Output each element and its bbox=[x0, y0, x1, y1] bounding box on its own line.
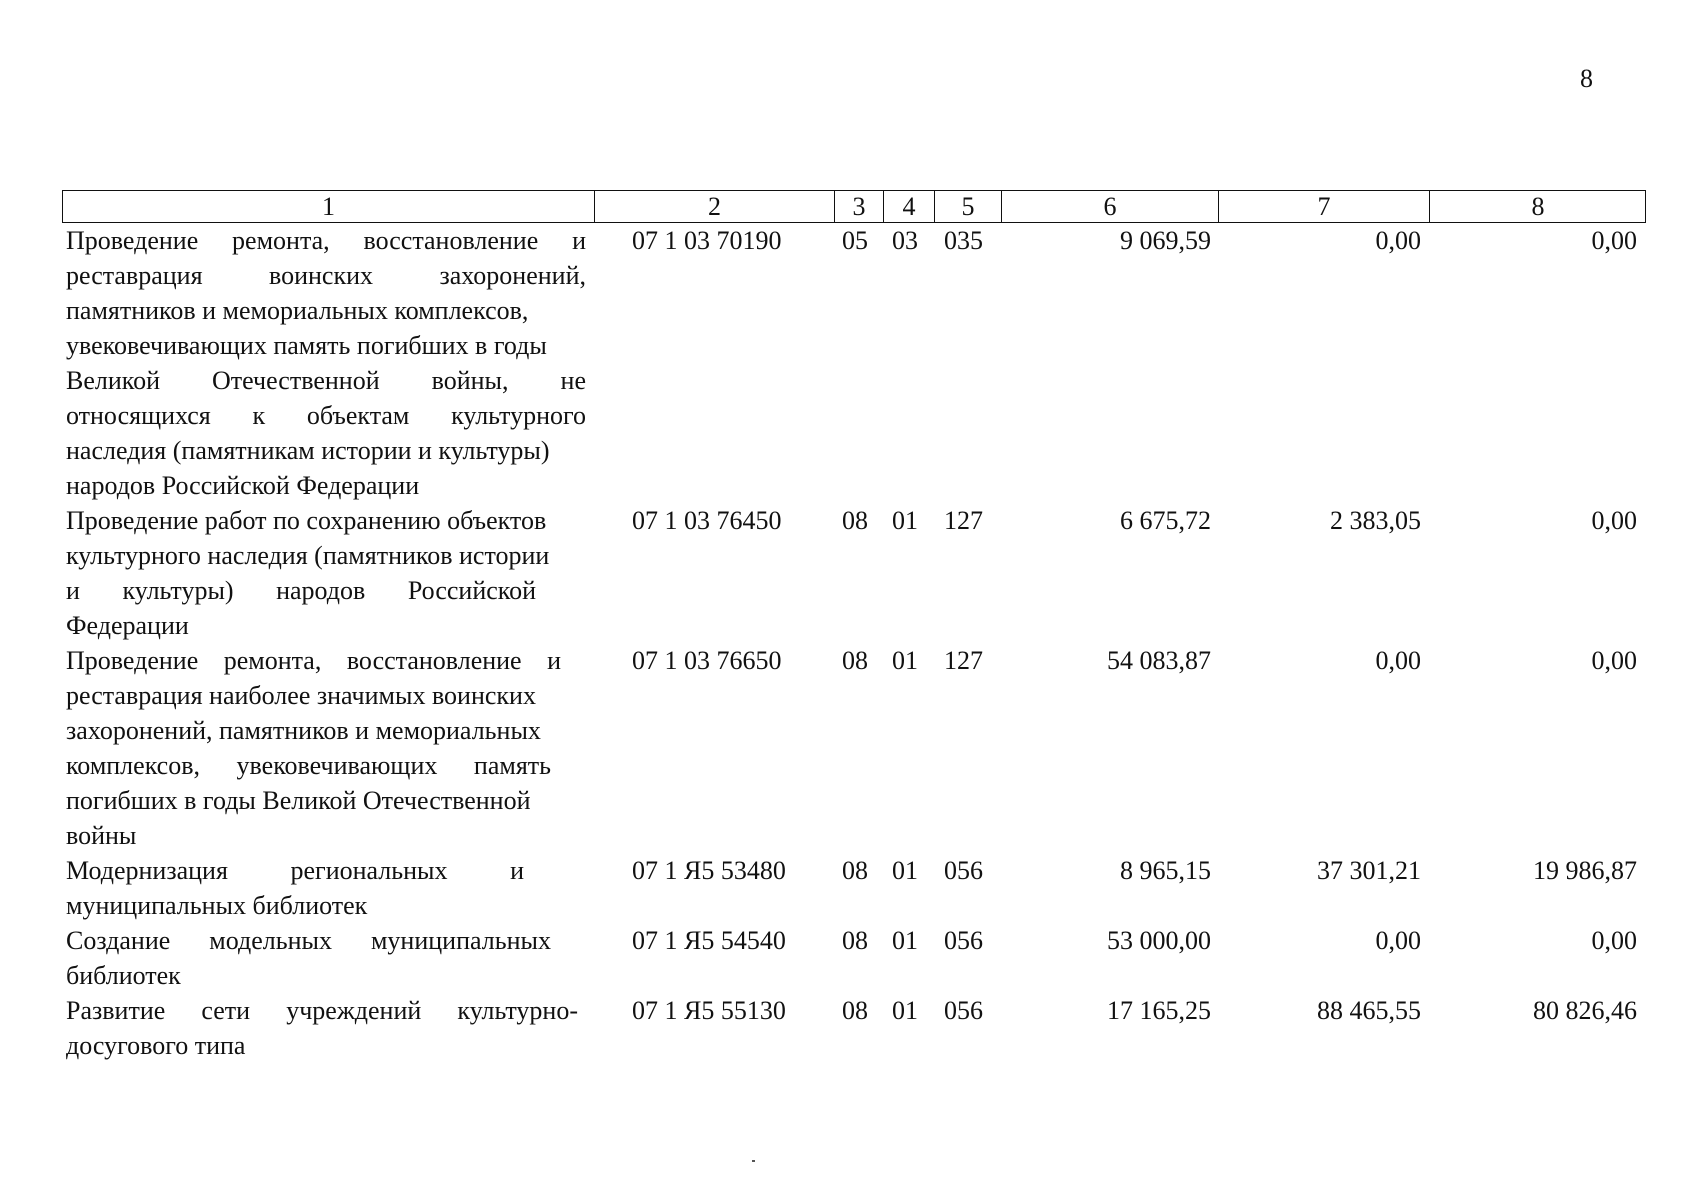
row-name-line: комплексов, увековечивающих память bbox=[66, 751, 551, 780]
row-name-line: наследия (памятникам истории и культуры) bbox=[66, 436, 550, 465]
header-cell-3: 3 bbox=[834, 191, 883, 222]
row-col8: 0,00 bbox=[1591, 506, 1637, 535]
row-col3: 08 bbox=[842, 506, 868, 535]
row-col7: 88 465,55 bbox=[1317, 996, 1421, 1025]
row-name-line: и культуры) народов Российской bbox=[66, 576, 536, 605]
row-name-line: Федерации bbox=[66, 611, 189, 640]
row-col7: 37 301,21 bbox=[1317, 856, 1421, 885]
row-col5: 127 bbox=[944, 646, 983, 675]
header-cell-1: 1 bbox=[322, 192, 335, 221]
header-cell-4: 4 bbox=[883, 191, 934, 222]
row-col3: 08 bbox=[842, 996, 868, 1025]
row-col7: 0,00 bbox=[1375, 226, 1421, 255]
row-name-line: досугового типа bbox=[66, 1031, 246, 1060]
table-header-row bbox=[62, 190, 1646, 223]
row-col8: 19 986,87 bbox=[1533, 856, 1637, 885]
row-code: 07 1 03 76650 bbox=[632, 646, 782, 675]
scan-speck bbox=[752, 1160, 755, 1162]
row-name-line: народов Российской Федерации bbox=[66, 471, 420, 500]
row-name bbox=[66, 993, 586, 1063]
row-col5: 056 bbox=[944, 996, 983, 1025]
row-col4: 01 bbox=[892, 926, 918, 955]
row-code: 07 1 Я5 55130 bbox=[632, 996, 786, 1025]
row-col3: 08 bbox=[842, 856, 868, 885]
row-name-line: Проведение ремонта, восстановление и bbox=[66, 226, 586, 255]
row-name-line: войны bbox=[66, 821, 137, 850]
header-cell-5: 5 bbox=[934, 191, 1001, 222]
row-name-line: реставрация наиболее значимых воинских bbox=[66, 681, 536, 710]
page-number: 8 bbox=[1580, 64, 1593, 93]
row-name-line: муниципальных библиотек bbox=[66, 891, 368, 920]
row-col7: 2 383,05 bbox=[1330, 506, 1421, 535]
row-name bbox=[66, 503, 586, 643]
row-name-line: относящихся к объектам культурного bbox=[66, 401, 586, 430]
row-name-line: библиотек bbox=[66, 961, 181, 990]
row-name-line: Развитие сети учреждений культурно- bbox=[66, 996, 578, 1025]
row-col6: 6 675,72 bbox=[1120, 506, 1211, 535]
row-col4: 01 bbox=[892, 506, 918, 535]
row-code: 07 1 03 70190 bbox=[632, 226, 782, 255]
row-col4: 01 bbox=[892, 646, 918, 675]
row-col3: 08 bbox=[842, 646, 868, 675]
row-code: 07 1 03 76450 bbox=[632, 506, 782, 535]
row-name-line: увековечивающих память погибших в годы bbox=[66, 331, 547, 360]
row-name-line: погибших в годы Великой Отечественной bbox=[66, 786, 531, 815]
row-col5: 127 bbox=[944, 506, 983, 535]
row-code: 07 1 Я5 53480 bbox=[632, 856, 786, 885]
header-cell-7: 7 bbox=[1218, 191, 1429, 222]
row-col8: 0,00 bbox=[1591, 926, 1637, 955]
row-col6: 17 165,25 bbox=[1107, 996, 1211, 1025]
row-col6: 8 965,15 bbox=[1120, 856, 1211, 885]
row-col7: 0,00 bbox=[1375, 646, 1421, 675]
row-name-line: Великой Отечественной войны, не bbox=[66, 366, 586, 395]
header-cell-2: 2 bbox=[594, 191, 834, 222]
row-col6: 54 083,87 bbox=[1107, 646, 1211, 675]
row-name-line: Создание модельных муниципальных bbox=[66, 926, 551, 955]
row-name-line: культурного наследия (памятников истории bbox=[66, 541, 550, 570]
row-name bbox=[66, 923, 586, 993]
row-col8: 80 826,46 bbox=[1533, 996, 1637, 1025]
row-name bbox=[66, 643, 586, 853]
row-col5: 056 bbox=[944, 926, 983, 955]
header-cell-8: 8 bbox=[1429, 191, 1646, 222]
row-col5: 056 bbox=[944, 856, 983, 885]
row-col4: 01 bbox=[892, 996, 918, 1025]
row-name bbox=[66, 223, 586, 503]
row-code: 07 1 Я5 54540 bbox=[632, 926, 786, 955]
row-col6: 9 069,59 bbox=[1120, 226, 1211, 255]
row-name-line: реставрация воинских захоронений, bbox=[66, 261, 586, 290]
row-col8: 0,00 bbox=[1591, 646, 1637, 675]
row-name-line: Модернизация региональных и bbox=[66, 856, 524, 885]
row-name-line: захоронений, памятников и мемориальных bbox=[66, 716, 541, 745]
row-name-line: Проведение работ по сохранению объектов bbox=[66, 506, 547, 535]
row-col4: 01 bbox=[892, 856, 918, 885]
row-name-line: Проведение ремонта, восстановление и bbox=[66, 646, 561, 675]
row-col5: 035 bbox=[944, 226, 983, 255]
row-col7: 0,00 bbox=[1375, 926, 1421, 955]
row-col8: 0,00 bbox=[1591, 226, 1637, 255]
row-col3: 05 bbox=[842, 226, 868, 255]
row-col3: 08 bbox=[842, 926, 868, 955]
row-col4: 03 bbox=[892, 226, 918, 255]
header-cell-6: 6 bbox=[1001, 191, 1218, 222]
row-name bbox=[66, 853, 586, 923]
row-name-line: памятников и мемориальных комплексов, bbox=[66, 296, 529, 325]
row-col6: 53 000,00 bbox=[1107, 926, 1211, 955]
